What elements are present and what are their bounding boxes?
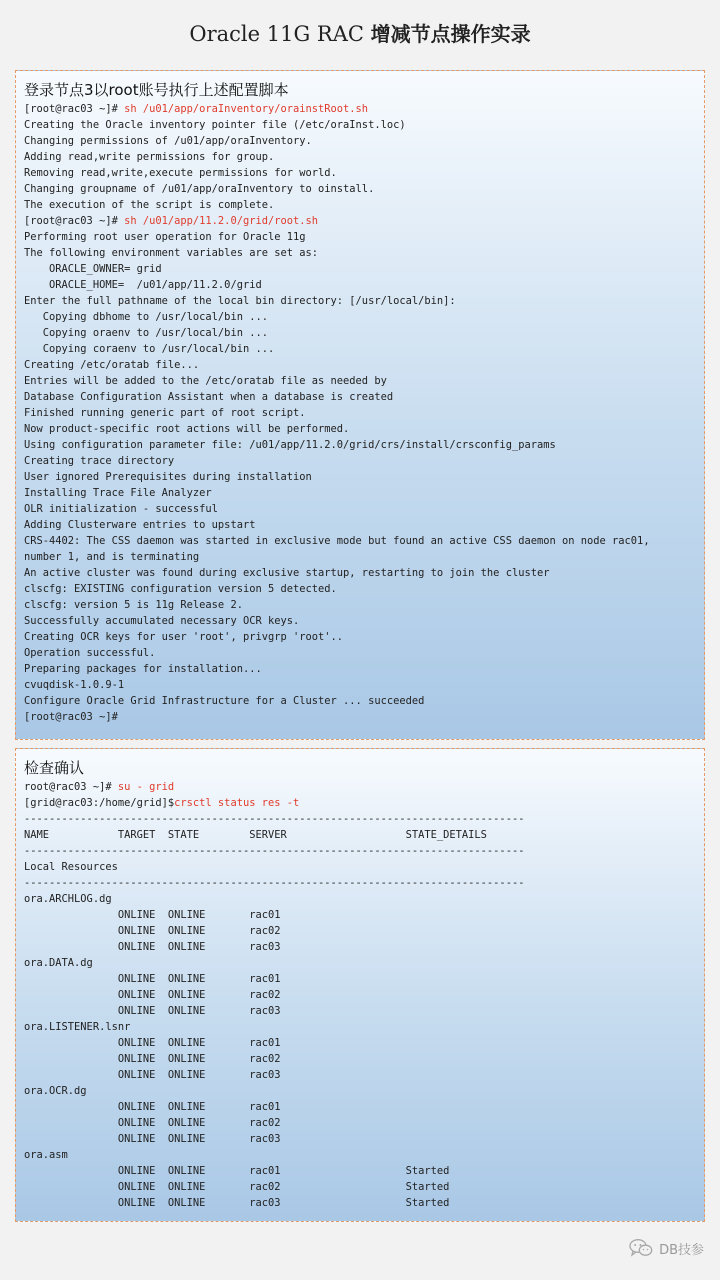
terminal-text: ONLINE ONLINE rac02	[24, 925, 281, 937]
terminal-line	[24, 907, 696, 923]
terminal-line	[24, 661, 696, 677]
terminal-text: ONLINE ONLINE rac03	[24, 1069, 281, 1081]
terminal-line	[24, 213, 696, 229]
terminal-text: root@rac03 ~]#	[24, 781, 118, 793]
terminal-line	[24, 1099, 696, 1115]
terminal-line	[24, 843, 696, 859]
terminal-line	[24, 421, 696, 437]
terminal-text: Successfully accumulated necessary OCR keys.	[24, 615, 300, 627]
terminal-text: ONLINE ONLINE rac01	[24, 909, 281, 921]
terminal-line	[24, 875, 696, 891]
terminal-text: Enter the full pathname of the local bin directory: [/usr/local/bin]:	[24, 295, 456, 307]
terminal-line	[24, 517, 696, 533]
terminal-line	[24, 565, 696, 581]
terminal-line	[24, 549, 696, 565]
terminal-text: ONLINE ONLINE rac01	[24, 973, 281, 985]
terminal-text: ONLINE ONLINE rac02	[24, 989, 281, 1001]
terminal-line	[24, 485, 696, 501]
terminal-line	[24, 341, 696, 357]
terminal-text: number 1, and is terminating	[24, 551, 200, 563]
terminal-output	[24, 101, 696, 725]
terminal-text: CRS-4402: The CSS daemon was started in exclusive mode but found an active CSS daemon on node rac01,	[24, 535, 650, 547]
terminal-line	[24, 1131, 696, 1147]
terminal-line	[24, 261, 696, 277]
terminal-line	[24, 149, 696, 165]
terminal-text: Copying dbhome to /usr/local/bin ...	[24, 311, 268, 323]
terminal-text: ONLINE ONLINE rac01 Started	[24, 1165, 450, 1177]
terminal-text: ONLINE ONLINE rac03	[24, 1133, 281, 1145]
terminal-text: Changing permissions of /u01/app/oraInventory.	[24, 135, 312, 147]
terminal-text: clscfg: EXISTING configuration version 5 detected.	[24, 583, 337, 595]
terminal-text: An active cluster was found during exclusive startup, restarting to join the cluster	[24, 567, 550, 579]
terminal-text: Local Resources	[24, 861, 118, 873]
terminal-line	[24, 405, 696, 421]
terminal-line	[24, 437, 696, 453]
terminal-text: ONLINE ONLINE rac03	[24, 1005, 281, 1017]
terminal-text: Adding Clusterware entries to upstart	[24, 519, 256, 531]
terminal-text: Copying oraenv to /usr/local/bin ...	[24, 327, 268, 339]
terminal-text: ONLINE ONLINE rac03	[24, 941, 281, 953]
terminal-text: ora.asm	[24, 1149, 68, 1161]
terminal-line	[24, 1035, 696, 1051]
terminal-line	[24, 939, 696, 955]
terminal-line	[24, 1083, 696, 1099]
terminal-line	[24, 293, 696, 309]
terminal-text: The following environment variables are set as:	[24, 247, 319, 259]
terminal-text: ONLINE ONLINE rac02	[24, 1053, 281, 1065]
terminal-text: ora.DATA.dg	[24, 957, 93, 969]
terminal-text: Finished running generic part of root script.	[24, 407, 306, 419]
command-text: crsctl status res -t	[174, 797, 300, 809]
terminal-line	[24, 613, 696, 629]
terminal-line	[24, 1147, 696, 1163]
terminal-line	[24, 795, 696, 811]
terminal-line	[24, 779, 696, 795]
terminal-text: ONLINE ONLINE rac02 Started	[24, 1181, 450, 1193]
verify-panel	[15, 748, 705, 1222]
watermark	[629, 1236, 704, 1260]
terminal-line	[24, 357, 696, 373]
terminal-line	[24, 923, 696, 939]
terminal-line	[24, 325, 696, 341]
terminal-text: --------------------------------------------------------------------------------	[24, 813, 525, 825]
terminal-text: Creating trace directory	[24, 455, 175, 467]
terminal-line	[24, 181, 696, 197]
terminal-text: ORACLE_OWNER= grid	[24, 263, 162, 275]
title-chinese: 增减节点操作实录	[370, 22, 531, 46]
terminal-text: Operation successful.	[24, 647, 156, 659]
terminal-text: [root@rac03 ~]#	[24, 103, 125, 115]
terminal-text: cvuqdisk-1.0.9-1	[24, 679, 125, 691]
terminal-text: Preparing packages for installation...	[24, 663, 262, 675]
title-latin: Oracle 11G RAC	[189, 22, 371, 46]
terminal-text: Configure Oracle Grid Infrastructure for a Cluster ... succeeded	[24, 695, 425, 707]
terminal-text: ONLINE ONLINE rac02	[24, 1117, 281, 1129]
terminal-text: Performing root user operation for Oracle 11g	[24, 231, 306, 243]
terminal-text: clscfg: version 5 is 11g Release 2.	[24, 599, 243, 611]
terminal-text: ora.ARCHLOG.dg	[24, 893, 112, 905]
terminal-line	[24, 1067, 696, 1083]
terminal-text: [root@rac03 ~]#	[24, 215, 125, 227]
command-text: su - grid	[117, 781, 175, 793]
terminal-line	[24, 501, 696, 517]
terminal-text: The execution of the script is complete.	[24, 199, 275, 211]
panel-heading: 登录节点3以root账号执行上述配置脚本	[24, 81, 289, 99]
terminal-text: ONLINE ONLINE rac01	[24, 1101, 281, 1113]
terminal-text: [root@rac03 ~]#	[24, 711, 118, 723]
terminal-line	[24, 645, 696, 661]
terminal-text: Database Configuration Assistant when a database is created	[24, 391, 394, 403]
terminal-text: User ignored Prerequisites during installation	[24, 471, 312, 483]
page-title	[0, 14, 720, 54]
terminal-line	[24, 373, 696, 389]
terminal-line	[24, 581, 696, 597]
command-text: sh /u01/app/oraInventory/orainstRoot.sh	[124, 103, 369, 115]
terminal-line	[24, 533, 696, 549]
terminal-text: Creating the Oracle inventory pointer file (/etc/oraInst.loc)	[24, 119, 406, 131]
terminal-line	[24, 245, 696, 261]
terminal-line	[24, 629, 696, 645]
terminal-line	[24, 709, 696, 725]
terminal-line	[24, 101, 696, 117]
terminal-text: ora.LISTENER.lsnr	[24, 1021, 131, 1033]
terminal-line	[24, 891, 696, 907]
terminal-text: OLR initialization - successful	[24, 503, 218, 515]
terminal-text: Installing Trace File Analyzer	[24, 487, 212, 499]
terminal-line	[24, 955, 696, 971]
terminal-text: Using configuration parameter file: /u01/app/11.2.0/grid/crs/install/crsconfig_params	[24, 439, 556, 451]
terminal-line	[24, 1163, 696, 1179]
terminal-line	[24, 597, 696, 613]
terminal-text: Now product-specific root actions will be performed.	[24, 423, 350, 435]
terminal-line	[24, 811, 696, 827]
terminal-text: ONLINE ONLINE rac03 Started	[24, 1197, 450, 1209]
terminal-line	[24, 827, 696, 843]
terminal-line	[24, 859, 696, 875]
terminal-text: Changing groupname of /u01/app/oraInventory to oinstall.	[24, 183, 375, 195]
terminal-line	[24, 1019, 696, 1035]
terminal-line	[24, 165, 696, 181]
terminal-text: --------------------------------------------------------------------------------	[24, 877, 525, 889]
terminal-text: Copying coraenv to /usr/local/bin ...	[24, 343, 275, 355]
terminal-line	[24, 693, 696, 709]
terminal-line	[24, 1051, 696, 1067]
terminal-line	[24, 117, 696, 133]
terminal-line	[24, 453, 696, 469]
panel-heading: 检查确认	[24, 759, 85, 777]
root-script-panel	[15, 70, 705, 740]
terminal-text: Creating /etc/oratab file...	[24, 359, 200, 371]
terminal-line	[24, 309, 696, 325]
terminal-text: Removing read,write,execute permissions for world.	[24, 167, 337, 179]
command-text: sh /u01/app/11.2.0/grid/root.sh	[124, 215, 319, 227]
terminal-text: Creating OCR keys for user 'root', privgrp 'root'..	[24, 631, 344, 643]
terminal-text: ora.OCR.dg	[24, 1085, 87, 1097]
terminal-line	[24, 987, 696, 1003]
terminal-line	[24, 389, 696, 405]
terminal-line	[24, 1003, 696, 1019]
terminal-line	[24, 677, 696, 693]
wechat-icon	[629, 1239, 653, 1257]
terminal-output	[24, 779, 696, 1211]
terminal-text: Entries will be added to the /etc/oratab file as needed by	[24, 375, 387, 387]
terminal-line	[24, 1115, 696, 1131]
terminal-text: NAME TARGET STATE SERVER STATE_DETAILS	[24, 829, 487, 841]
terminal-line	[24, 469, 696, 485]
terminal-line	[24, 1195, 696, 1211]
terminal-line	[24, 277, 696, 293]
terminal-line	[24, 229, 696, 245]
terminal-text: ONLINE ONLINE rac01	[24, 1037, 281, 1049]
terminal-text: --------------------------------------------------------------------------------	[24, 845, 525, 857]
terminal-line	[24, 133, 696, 149]
watermark-text: DB技参	[659, 1242, 704, 1258]
terminal-line	[24, 971, 696, 987]
terminal-text: Adding read,write permissions for group.	[24, 151, 275, 163]
terminal-text: ORACLE_HOME= /u01/app/11.2.0/grid	[24, 279, 262, 291]
terminal-line	[24, 197, 696, 213]
terminal-text: [grid@rac03:/home/grid]$	[24, 797, 175, 809]
terminal-line	[24, 1179, 696, 1195]
